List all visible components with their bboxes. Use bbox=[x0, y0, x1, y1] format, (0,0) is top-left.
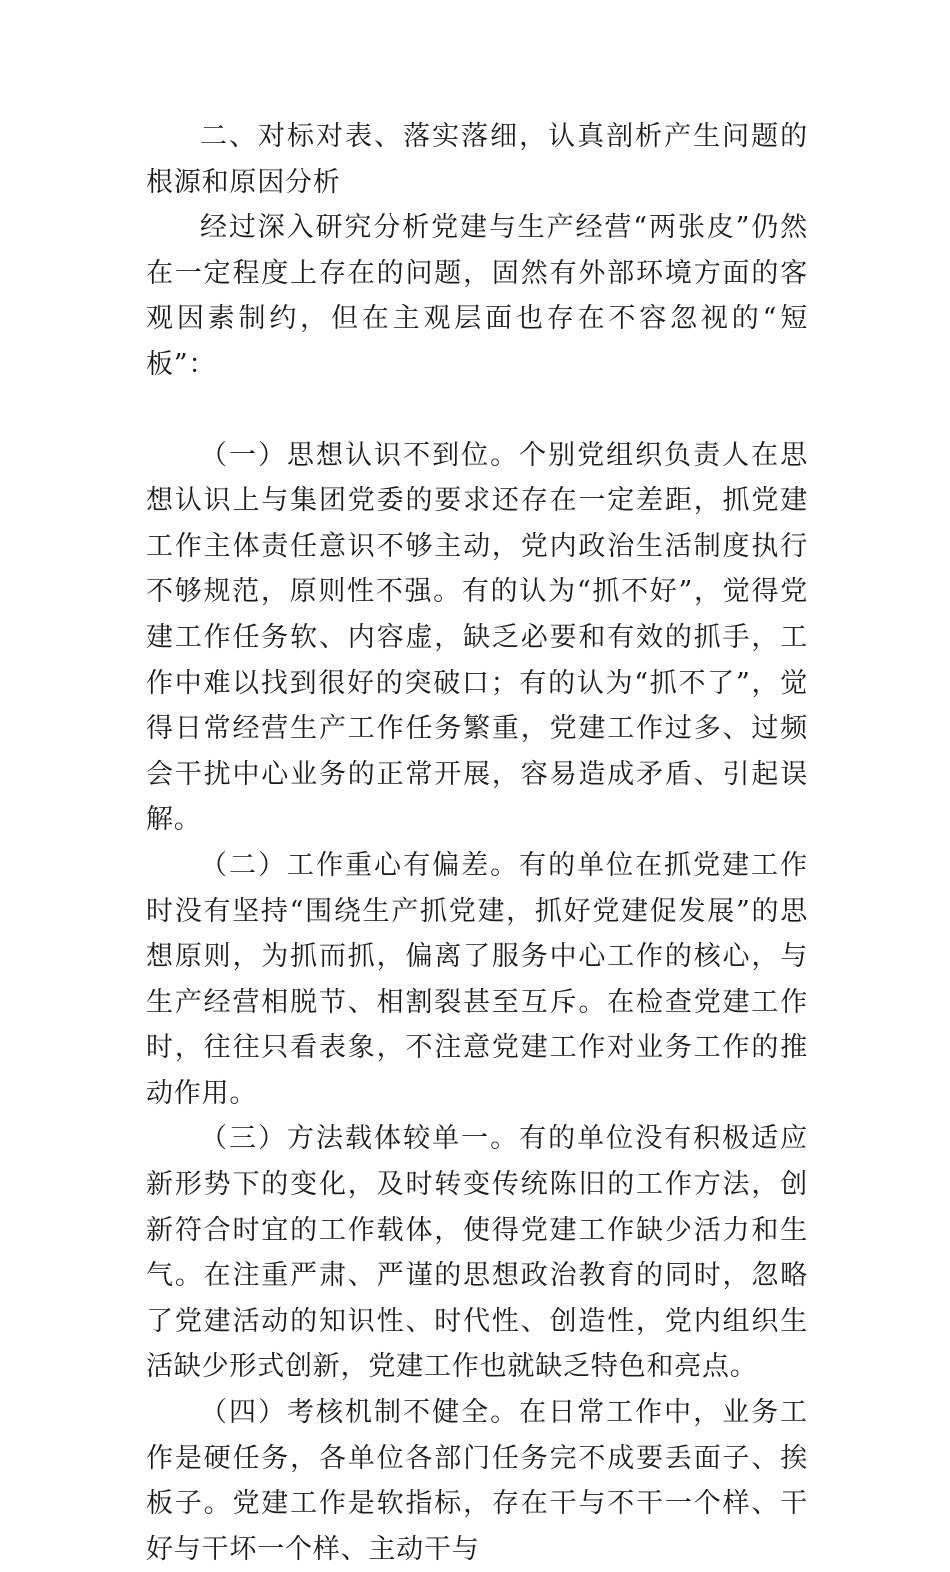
paragraph-section-4: （四）考核机制不健全。在日常工作中，业务工作是硬任务，各单位各部门任务完不成要丢面子、挨板子。党建工作是软指标，存在干与不干一个样、干好与干坏一个样、主动干与 bbox=[146, 1397, 808, 1565]
document-body bbox=[146, 114, 808, 1572]
intro-paragraph: 经过深入研究分析党建与生产经营“两张皮”仍然在一定程度上存在的问题，固然有外部环境方面的客观因素制约，但在主观层面也存在不容忽视的“短板”： bbox=[146, 212, 808, 380]
paragraph-section-3: （三）方法载体较单一。有的单位没有积极适应新形势下的变化，及时转变传统陈旧的工作方法，创新符合时宜的工作载体，使得党建工作缺少活力和生气。在注重严肃、严谨的思想政治教育的同时，忽略了党建活动的知识性、时代性、创造性，党内组织生活缺少形式创新，党建工作也就缺乏特色和亮点。 bbox=[146, 1123, 808, 1383]
paragraph-spacer bbox=[146, 388, 808, 433]
section-heading: 二、对标对表、落实落细，认真剖析产生问题的根源和原因分析 bbox=[146, 121, 808, 198]
paragraph-section-1: （一）思想认识不到位。个别党组织负责人在思想认识上与集团党委的要求还存在一定差距，抓党建工作主体责任意识不够主动，党内政治生活制度执行不够规范，原则性不强。有的认为“抓不好”，觉得党建工作任务软、内容虚，缺乏必要和有效的抓手，工作中难以找到很好的突破口；有的认为“抓不了”，觉得日常经营生产工作任务繁重，党建工作过多、过频会干扰中心业务的正常开展，容易造成矛盾、引起误解。 bbox=[146, 439, 808, 836]
paragraph-section-2: （二）工作重心有偏差。有的单位在抓党建工作时没有坚持“围绕生产抓党建，抓好党建促发展”的思想原则，为抓而抓，偏离了服务中心工作的核心，与生产经营相脱节、相割裂甚至互斥。在检查党建工作时，往往只看表象，不注意党建工作对业务工作的推动作用。 bbox=[146, 849, 808, 1109]
